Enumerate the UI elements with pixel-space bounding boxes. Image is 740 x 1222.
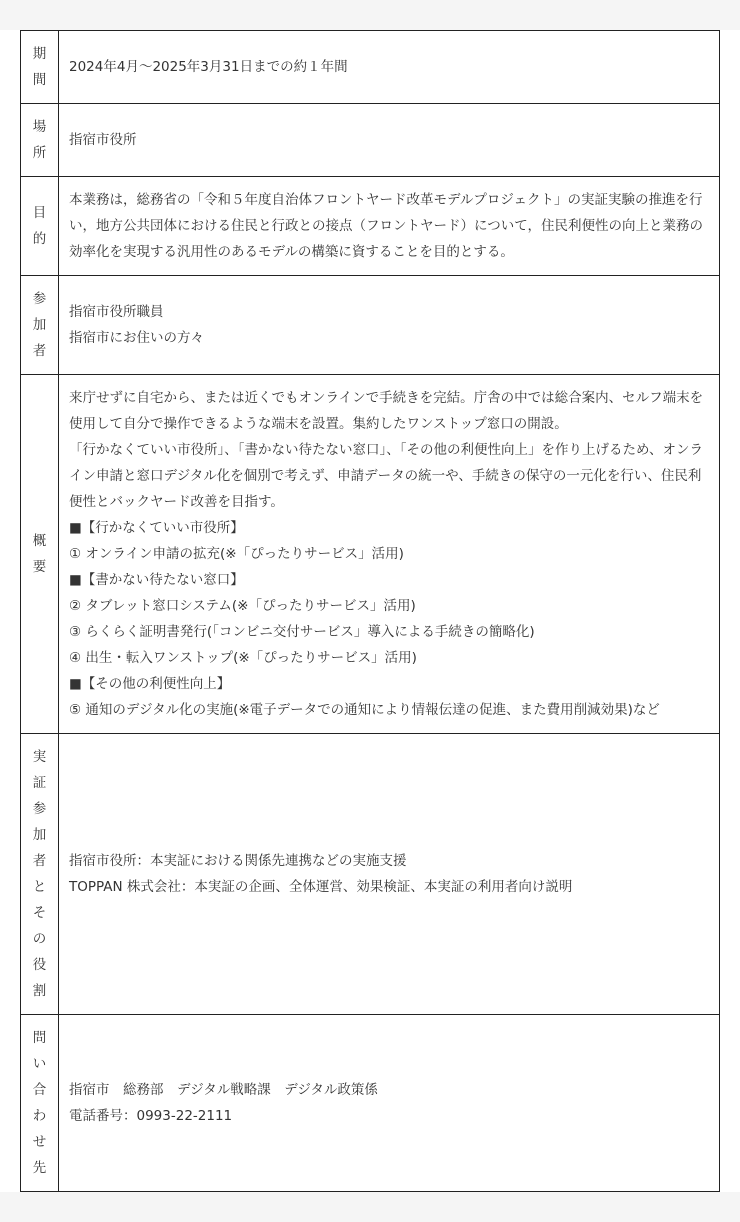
table-row-participants [21, 276, 720, 375]
content-line: 電話番号：0993-22-2111 [69, 1108, 233, 1124]
table-row-purpose [21, 177, 720, 276]
content-line: 指宿市役所 [69, 132, 137, 148]
row-content [59, 375, 720, 734]
info-table [20, 30, 720, 1192]
content-line: ■【書かない待たない窓口】 [69, 572, 244, 588]
content-line: ② タブレット窓口システム(※「ぴったりサービス」活用) [69, 598, 416, 614]
row-content [59, 177, 720, 276]
page [0, 30, 740, 1192]
row-label: 概要 [21, 375, 59, 734]
row-label: 期間 [21, 31, 59, 104]
table-row-roles [21, 734, 720, 1015]
row-label: 場所 [21, 104, 59, 177]
content-line: 来庁せずに自宅から、または近くでもオンラインで手続きを完結。庁舎の中では総合案内、セルフ端末を使用して自分で操作できるような端末を設置。集約したワンストップ窓口の開設。 [69, 390, 704, 432]
content-line: ④ 出生・転入ワンストップ(※「ぴったりサービス」活用) [69, 650, 417, 666]
row-content [59, 31, 720, 104]
row-content [59, 734, 720, 1015]
row-label: 問い合わせ先 [21, 1015, 59, 1192]
content-line: ③ らくらく証明書発行(「コンビニ交付サービス」導入による手続きの簡略化) [69, 624, 535, 640]
content-line: 指宿市役所職員 [69, 304, 164, 320]
content-line: 指宿市 総務部 デジタル戦略課 デジタル政策係 [69, 1082, 378, 1098]
table-row-period [21, 31, 720, 104]
row-label: 参加者 [21, 276, 59, 375]
table-row-contact [21, 1015, 720, 1192]
content-line: 2024年4月〜2025年3月31日までの約１年間 [69, 59, 348, 75]
content-line: ⑤ 通知のデジタル化の実施(※電子データでの通知により情報伝達の促進、また費用削減効果)など [69, 702, 660, 718]
row-content [59, 276, 720, 375]
content-line: ① オンライン申請の拡充(※「ぴったりサービス」活用) [69, 546, 404, 562]
content-line: 本業務は，総務省の「令和５年度自治体フロントヤード改革モデルプロジェクト」の実証実験の推進を行い，地方公共団体における住民と行政との接点（フロントヤード）について，住民利便性の向上と業務の効率化を実現する汎用性のあるモデルの構築に資することを目的とする。 [69, 192, 703, 260]
content-line: 「行かなくていい市役所」、「書かない待たない窓口」、「その他の利便性向上」を作り上げるため、オンライン申請と窓口デジタル化を個別で考えず、申請データの統一や、手続きの保守の一元化を行い、住民利便性とバックヤード改善を目指す。 [69, 442, 703, 510]
table-row-place [21, 104, 720, 177]
content-line: ■【行かなくていい市役所】 [69, 520, 244, 536]
row-content [59, 1015, 720, 1192]
content-line: TOPPAN 株式会社：本実証の企画、全体運営、効果検証、本実証の利用者向け説明 [69, 879, 573, 895]
row-content [59, 104, 720, 177]
table-row-overview [21, 375, 720, 734]
row-label: 目的 [21, 177, 59, 276]
content-line: 指宿市にお住いの方々 [69, 330, 204, 346]
content-line: 指宿市役所：本実証における関係先連携などの実施支援 [69, 853, 407, 869]
content-line: ■【その他の利便性向上】 [69, 676, 231, 692]
row-label: 実証参加者とその役割 [21, 734, 59, 1015]
